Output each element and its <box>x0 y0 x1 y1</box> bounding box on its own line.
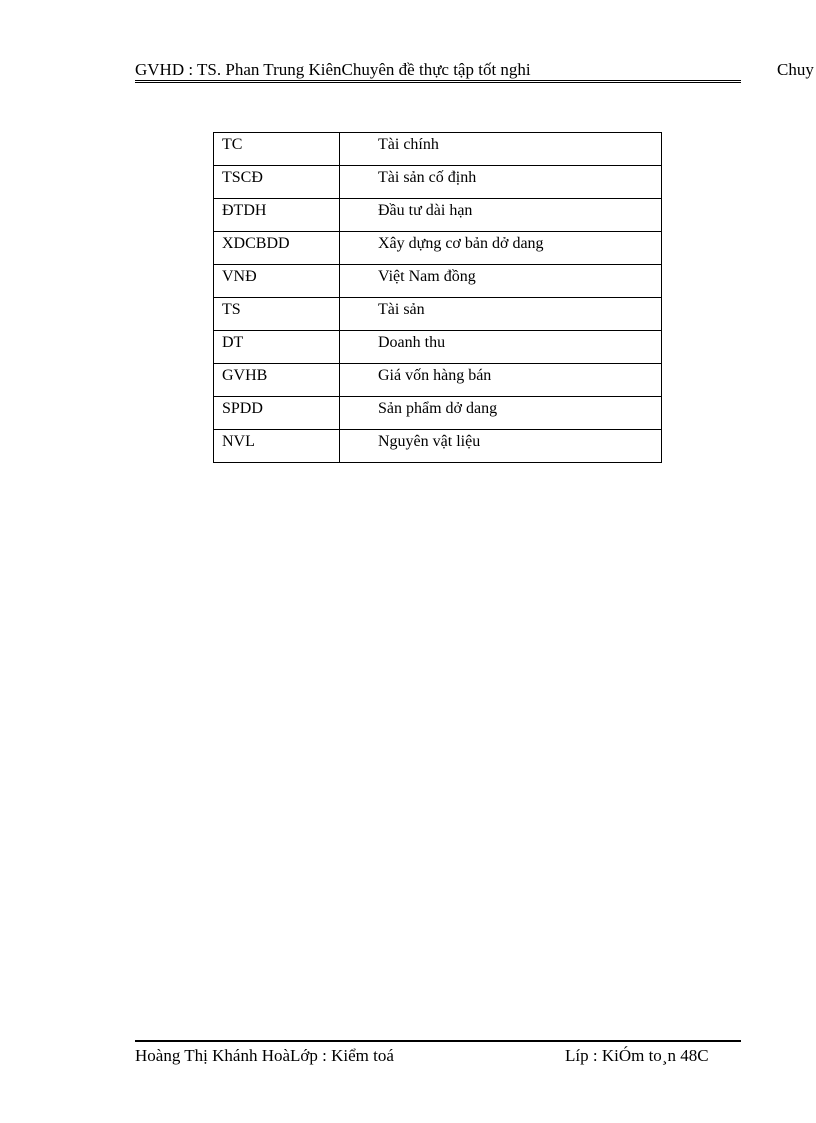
table-row <box>214 397 662 430</box>
header-rule <box>135 80 741 83</box>
table-row <box>214 430 662 463</box>
abbreviation-code: GVHB <box>214 364 340 397</box>
abbreviation-meaning: Tài sản <box>340 298 662 331</box>
abbreviation-meaning: Tài sản cố định <box>340 166 662 199</box>
abbreviation-meaning: Tài chính <box>340 133 662 166</box>
abbreviation-meaning: Đầu tư dài hạn <box>340 199 662 232</box>
table-row <box>214 331 662 364</box>
abbreviation-code: XDCBDD <box>214 232 340 265</box>
header-text: GVHD : TS. Phan Trung KiênChuyên đề thực tập tốt nghi <box>135 60 531 79</box>
abbreviation-meaning: Giá vốn hàng bán <box>340 364 662 397</box>
abbreviation-code: TSCĐ <box>214 166 340 199</box>
abbreviation-code: TC <box>214 133 340 166</box>
table-row <box>214 265 662 298</box>
table-row <box>214 199 662 232</box>
abbreviation-meaning: Việt Nam đồng <box>340 265 662 298</box>
footer-rule <box>135 1040 741 1042</box>
page-header <box>135 60 741 82</box>
abbreviation-code: ĐTDH <box>214 199 340 232</box>
table-row <box>214 364 662 397</box>
abbreviation-meaning: Sản phẩm dở dang <box>340 397 662 430</box>
table-row <box>214 133 662 166</box>
abbreviation-code: NVL <box>214 430 340 463</box>
table-row <box>214 298 662 331</box>
abbreviation-table-body <box>214 133 662 463</box>
abbreviation-meaning: Nguyên vật liệu <box>340 430 662 463</box>
footer-author-class: Hoàng Thị Khánh HoàLớp : Kiểm toá <box>135 1046 394 1065</box>
footer-class-label: Líp : KiÓm to¸n 48C <box>565 1046 709 1065</box>
abbreviation-code: SPDD <box>214 397 340 430</box>
table-row <box>214 232 662 265</box>
abbreviation-code: TS <box>214 298 340 331</box>
abbreviation-meaning: Doanh thu <box>340 331 662 364</box>
abbreviation-code: DT <box>214 331 340 364</box>
abbreviation-code: VNĐ <box>214 265 340 298</box>
table-row <box>214 166 662 199</box>
abbreviation-table <box>213 132 662 463</box>
header-overflow-text: Chuy <box>777 60 814 79</box>
abbreviation-meaning: Xây dựng cơ bản dở dang <box>340 232 662 265</box>
